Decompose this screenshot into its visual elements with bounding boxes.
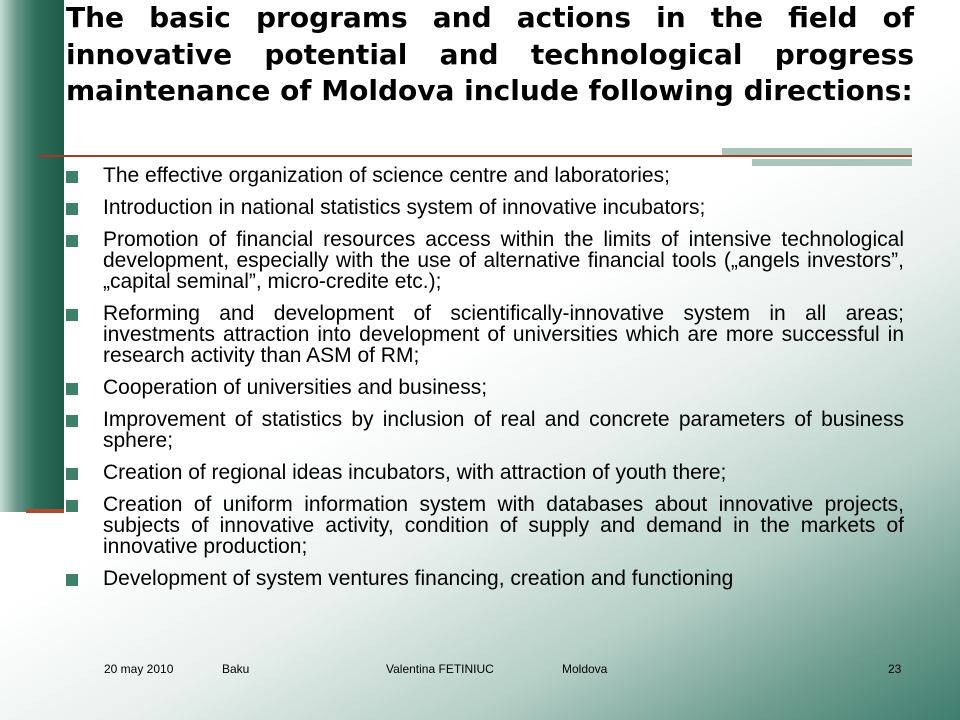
list-item-text: Creation of regional ideas incubators, with attraction of youth there; [103, 461, 727, 484]
square-bullet-icon [66, 500, 78, 512]
footer-page-number: 23 [888, 662, 902, 676]
list-item-text: Reforming and development of scientifically-innovative system in all areas; investments attraction into development of universities which are more successful in research activity than ASM of RM; [103, 302, 904, 367]
list-item [66, 303, 904, 366]
list-item [66, 197, 904, 218]
divider-accent-top [722, 148, 912, 155]
list-item-text: Creation of uniform information system with databases about innovative projects, subjects of innovative activity, condition of supply and demand in the markets of innovative production; [103, 493, 904, 558]
list-item [66, 462, 904, 483]
list-item [66, 494, 904, 557]
title-divider [38, 155, 912, 157]
square-bullet-icon [66, 171, 78, 183]
list-item-text: Promotion of financial resources access within the limits of intensive technological development, especially with the use of alternative financial tools („angels investors”, „capital seminal”, micro-credite etc.); [103, 228, 904, 293]
square-bullet-icon [66, 383, 78, 395]
square-bullet-icon [66, 235, 78, 247]
slide-title: The basic programs and actions in the field of innovative potential and technological progress maintenance of Moldova include following directions: [66, 1, 914, 107]
square-bullet-icon [66, 309, 78, 321]
list-item [66, 165, 904, 186]
list-item-text: Improvement of statistics by inclusion of real and concrete parameters of business sphere; [103, 408, 904, 452]
footer-city: Baku [222, 662, 250, 676]
square-bullet-icon [66, 203, 78, 215]
left-decorative-bar [0, 0, 64, 512]
footer-country: Moldova [562, 662, 608, 676]
left-bar-accent-line [26, 509, 64, 513]
list-item-text: Introduction in national statistics system of innovative incubators; [103, 196, 706, 219]
square-bullet-icon [66, 574, 78, 586]
square-bullet-icon [66, 415, 78, 427]
footer-author: Valentina FETINIUC [386, 662, 494, 676]
footer-date: 20 may 2010 [104, 662, 174, 676]
list-item [66, 568, 904, 589]
square-bullet-icon [66, 468, 78, 480]
list-item [66, 229, 904, 292]
list-item [66, 377, 904, 398]
list-item [66, 409, 904, 451]
list-item-text: Cooperation of universities and business; [103, 376, 488, 399]
list-item-text: The effective organization of science centre and laboratories; [103, 164, 670, 187]
list-item-text: Development of system ventures financing, creation and functioning [103, 567, 734, 590]
directions-list [66, 165, 904, 600]
